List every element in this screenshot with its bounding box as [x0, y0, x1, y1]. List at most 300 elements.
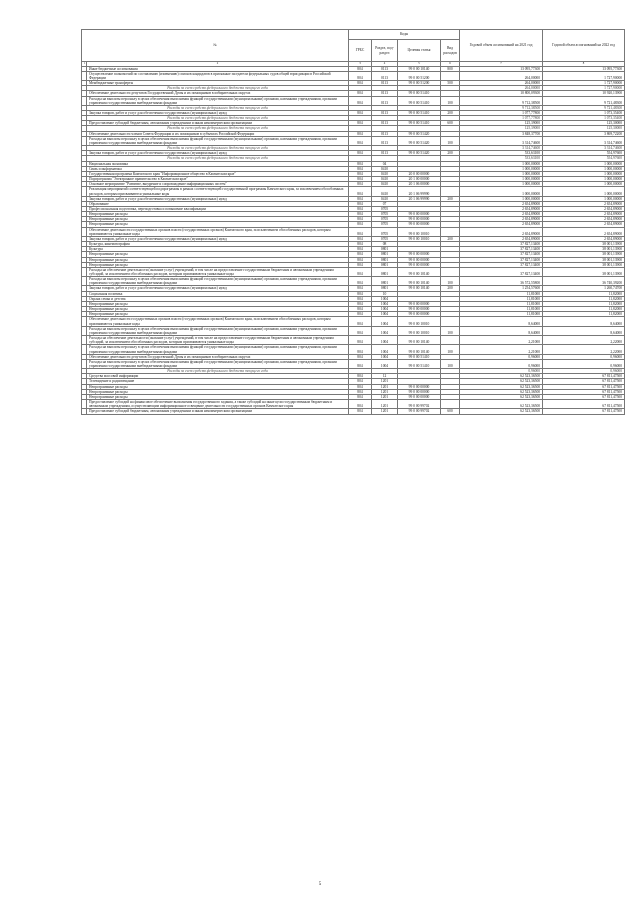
row-target: 20 1 06 99990: [398, 196, 441, 201]
row-vol-2021: 2,21000: [460, 336, 543, 345]
row-grbs: 804: [349, 91, 372, 96]
row-razdel: 1201: [372, 400, 398, 409]
row-razdel: 0113: [372, 91, 398, 96]
row-vol-2021: 0,96000: [460, 359, 543, 368]
row-razdel: 0410: [372, 171, 398, 176]
row-name: Расходы на выплаты персоналу в целях обеспечения выполнения функций государственными (муниципальными) органами, казенными учреждениями, органами управления государственными внебюджетными фондами: [87, 96, 349, 105]
row-vol-2022: 3 314,74600: [543, 146, 625, 151]
row-grbs: 804: [349, 81, 372, 86]
row-vol-2021: 0,96000: [460, 369, 543, 374]
row-target: 99 0 00 10140: [398, 277, 441, 286]
row-vol-2021: 37 827,13400: [460, 242, 543, 247]
row-target: 99 0 00 51410: [398, 354, 441, 359]
row-target: 99 0 00 00000: [398, 257, 441, 262]
row-name: Расходы на выплаты персоналу в целях обеспечения выполнения функций государственными (муниципальными) органами, казенными учреждениями, органами управления государственными внебюджетными фондами: [87, 326, 349, 335]
colnum: 1: [82, 62, 87, 67]
row-target: 20 0 00 00000: [398, 171, 441, 176]
table-row: [82, 409, 625, 414]
header-no: №: [82, 30, 349, 62]
row-razdel: 0113: [372, 121, 398, 126]
row-vol-2021: 1 254,57600: [460, 286, 543, 291]
row-target: 99 0 00 10010: [398, 236, 441, 241]
row-name: Национальная экономика: [87, 161, 349, 166]
row-vol-2022: 67 811,47500: [543, 374, 625, 379]
header-vol-2021: Годовой объем ассигнований на 2021 год: [460, 30, 543, 62]
row-target: 99 0 00 99702: [398, 409, 441, 414]
row-vol-2022: 67 811,47500: [543, 389, 625, 394]
table-row: [82, 359, 625, 368]
row-target: 99 0 00 00000: [398, 222, 441, 227]
row-vol-2022: 9 721,48300: [543, 105, 625, 110]
row-grbs: 804: [349, 336, 372, 345]
row-vol-2021: 37 827,13400: [460, 267, 543, 276]
row-target: 99 0 00 00000: [398, 262, 441, 267]
row-razdel: 0801: [372, 252, 398, 257]
row-vid: 100: [441, 136, 460, 145]
row-razdel: 1004: [372, 326, 398, 335]
row-razdel: 0113: [372, 131, 398, 136]
row-vol-2022: 1 000,00000: [543, 166, 625, 171]
row-razdel: 0410: [372, 166, 398, 171]
row-grbs: 804: [349, 359, 372, 368]
row-target: 99 0 00 51410: [398, 111, 441, 116]
row-grbs: 804: [349, 374, 372, 379]
row-vol-2021: 1 000,00000: [460, 196, 543, 201]
row-razdel: 0113: [372, 96, 398, 105]
row-razdel: 0113: [372, 71, 398, 80]
row-vol-2022: 9 721,48300: [543, 96, 625, 105]
row-target: 99 0 00 10140: [398, 336, 441, 345]
row-razdel: 1201: [372, 389, 398, 394]
row-name: Обеспечение деятельности членов Совета Федерации и их помощников в субъектах Российской Федерации: [87, 131, 349, 136]
row-vol-2021: 62 523,36500: [460, 389, 543, 394]
row-vol-2021: 2 654,89000: [460, 217, 543, 222]
row-grbs: 804: [349, 354, 372, 359]
row-razdel: 1004: [372, 312, 398, 317]
header-grbs: ГРБС: [349, 40, 372, 62]
row-grbs: 804: [349, 389, 372, 394]
row-razdel: 0801: [372, 257, 398, 262]
row-vol-2021: 125,39000: [460, 126, 543, 131]
row-vol-2021: 1 000,00000: [460, 161, 543, 166]
row-vol-2021: 533,63100: [460, 156, 543, 161]
row-name: Закупка товаров, работ и услуг для обеспечения государственных (муниципальных) нужд: [87, 236, 349, 241]
row-vol-2022: 1 073,35400: [543, 116, 625, 121]
row-name: Предоставление субсидий бюджетным, автономным учреждениям и иным некоммерческим организациям: [87, 121, 349, 126]
row-grbs: 804: [349, 121, 372, 126]
row-vol-2021: 3 848,37700: [460, 131, 543, 136]
row-vol-2021: 1 077,77800: [460, 111, 543, 116]
row-vol-2021: 37 827,13400: [460, 247, 543, 252]
row-name: Непрограммные расходы: [87, 252, 349, 257]
row-razdel: 0705: [372, 222, 398, 227]
row-grbs: 804: [349, 131, 372, 136]
row-target: 99 0 00 51200: [398, 81, 441, 86]
row-vol-2022: 554,97600: [543, 156, 625, 161]
row-name: Непрограммные расходы: [87, 262, 349, 267]
row-grbs: 804: [349, 317, 372, 326]
row-vol-2021: 62 523,36500: [460, 384, 543, 389]
row-name: Образование: [87, 201, 349, 206]
row-vol-2021: 264,00000: [460, 81, 543, 86]
row-target: 99 0 00 51410: [398, 91, 441, 96]
row-vid: 100: [441, 345, 460, 354]
row-grbs: 804: [349, 262, 372, 267]
row-vol-2021: 9 712,38500: [460, 105, 543, 110]
row-grbs: 804: [349, 296, 372, 301]
row-name: Расходы за счет средств федерального бюджета текущего года: [87, 86, 349, 91]
row-vol-2022: 125,30000: [543, 126, 625, 131]
row-razdel: 1004: [372, 354, 398, 359]
row-name: Непрограммные расходы: [87, 384, 349, 389]
colnum: 2: [87, 62, 349, 67]
row-name: Культура, кинематография: [87, 242, 349, 247]
page-number: 5: [318, 882, 322, 887]
row-razdel: 0801: [372, 262, 398, 267]
row-razdel: 1201: [372, 394, 398, 399]
row-grbs: 804: [349, 206, 372, 211]
row-grbs: 804: [349, 307, 372, 312]
row-vid: [441, 71, 460, 80]
colnum: 3: [349, 62, 372, 67]
row-name: Обеспечение деятельности государственных органов власти (государственных органов) Камчатского края, за исключением обособленных расходов, которым присваиваются уникальные коды: [87, 227, 349, 236]
row-vol-2021: 8,64000: [460, 326, 543, 335]
row-vol-2022: 0,96000: [543, 359, 625, 368]
row-vol-2021: 62 523,36500: [460, 379, 543, 384]
row-vid: [441, 317, 460, 326]
row-razdel: 1004: [372, 296, 398, 301]
row-razdel: 1201: [372, 409, 398, 414]
row-vol-2022: 2,22000: [543, 345, 625, 354]
row-vol-2022: 10 920,13900: [543, 91, 625, 96]
row-target: 99 0 00 99702: [398, 400, 441, 409]
row-name: Закупка товаров, работ и услуг для обеспечения государственных (муниципальных) нужд: [87, 151, 349, 156]
row-razdel: 0801: [372, 286, 398, 291]
row-grbs: 804: [349, 96, 372, 105]
row-vol-2022: 1 000,00000: [543, 196, 625, 201]
row-target: 99 0 00 51410: [398, 96, 441, 105]
row-vol-2021: 2,21000: [460, 345, 543, 354]
row-grbs: 804: [349, 379, 372, 384]
row-vol-2022: 67 811,47500: [543, 394, 625, 399]
row-vol-2021: 11,81000: [460, 301, 543, 306]
row-name: Непрограммные расходы: [87, 389, 349, 394]
row-target: 99 0 00 10010: [398, 317, 441, 326]
row-vol-2021: 37 827,13400: [460, 257, 543, 262]
header-vid: Вид расходов: [441, 40, 460, 62]
row-target: 99 0 00 00000: [398, 394, 441, 399]
row-vid: 200: [441, 236, 460, 241]
row-vol-2021: 62 523,36500: [460, 374, 543, 379]
row-vol-2022: 0,96000: [543, 369, 625, 374]
row-grbs: 804: [349, 136, 372, 145]
row-razdel: 0705: [372, 236, 398, 241]
row-razdel: 0410: [372, 177, 398, 182]
row-vol-2021: 2 654,89000: [460, 222, 543, 227]
row-name: Непрограммные расходы: [87, 307, 349, 312]
row-vid: [441, 336, 460, 345]
row-razdel: 0705: [372, 217, 398, 222]
row-name: Осуществление полномочий по составлению (изменению) списков кандидатов в присяжные заседатели федеральных судов общей юрисдикции в Российской Федерации: [87, 71, 349, 80]
row-vol-2022: 8,64000: [543, 326, 625, 335]
row-name: Подпрограмма "Электронное правительство в Камчатском крае": [87, 177, 349, 182]
row-razdel: 1004: [372, 336, 398, 345]
row-razdel: 07: [372, 201, 398, 206]
row-vol-2022: 3 869,72200: [543, 131, 625, 136]
row-grbs: 804: [349, 384, 372, 389]
row-target: 99 0 00 51200: [398, 71, 441, 80]
row-target: 99 0 00 00000: [398, 301, 441, 306]
row-name: Связь и информатика: [87, 166, 349, 171]
row-target: 99 0 00 00000: [398, 312, 441, 317]
table-row: [82, 317, 625, 326]
row-target: 20 1 06 99990: [398, 187, 441, 196]
row-vol-2022: 11,82000: [543, 307, 625, 312]
row-grbs: 804: [349, 201, 372, 206]
row-vol-2021: 11,81000: [460, 291, 543, 296]
row-grbs: 804: [349, 326, 372, 335]
table-row: [82, 71, 625, 80]
row-vol-2022: 554,97600: [543, 151, 625, 156]
row-grbs: 804: [349, 161, 372, 166]
row-grbs: 804: [349, 187, 372, 196]
row-vol-2022: 1 727,90000: [543, 81, 625, 86]
row-vol-2022: 2 654,89000: [543, 222, 625, 227]
row-vol-2021: 2 654,89000: [460, 227, 543, 236]
row-grbs: 804: [349, 252, 372, 257]
row-vol-2022: 11,82000: [543, 301, 625, 306]
row-grbs: 804: [349, 286, 372, 291]
row-vid: [441, 187, 460, 196]
budget-table-body: [82, 66, 625, 414]
row-vol-2021: 3 314,74600: [460, 136, 543, 145]
row-name: Межбюджетные трансферты: [87, 81, 349, 86]
row-vol-2021: 1 000,00000: [460, 166, 543, 171]
row-vol-2021: 8,64000: [460, 317, 543, 326]
row-name: Иные бюджетные ассигнования: [87, 66, 349, 71]
row-name: Социальная политика: [87, 291, 349, 296]
row-vid: 500: [441, 81, 460, 86]
row-vol-2022: 1 000,00000: [543, 182, 625, 187]
row-vol-2022: 11,82000: [543, 312, 625, 317]
row-vol-2021: 37 827,13400: [460, 262, 543, 267]
row-target: 99 0 00 00000: [398, 389, 441, 394]
row-vol-2021: 533,63100: [460, 151, 543, 156]
row-vol-2022: 3 314,74600: [543, 136, 625, 145]
row-vol-2021: 2 654,89000: [460, 206, 543, 211]
table-row: [82, 345, 625, 354]
row-target: 99 0 00 00000: [398, 252, 441, 257]
row-razdel: 0801: [372, 247, 398, 252]
table-row: [82, 187, 625, 196]
row-vol-2022: 38 001,13900: [543, 267, 625, 276]
row-vid: [441, 267, 460, 276]
table-row: [82, 136, 625, 145]
row-grbs: 804: [349, 242, 372, 247]
row-razdel: 0113: [372, 81, 398, 86]
row-name: Расходы за счет средств федерального бюджета текущего года: [87, 146, 349, 151]
budget-table: [81, 29, 625, 415]
row-vol-2022: 1 000,00000: [543, 187, 625, 196]
row-name: Культура: [87, 247, 349, 252]
row-name: Непрограммные расходы: [87, 212, 349, 217]
row-vol-2022: 38 001,13900: [543, 247, 625, 252]
row-vol-2021: 1 077,77800: [460, 116, 543, 121]
row-vol-2022: 11,82000: [543, 296, 625, 301]
row-name: Непрограммные расходы: [87, 257, 349, 262]
row-razdel: 0113: [372, 136, 398, 145]
row-razdel: 04: [372, 161, 398, 166]
row-grbs: 804: [349, 257, 372, 262]
row-target: 99 0 00 51420: [398, 131, 441, 136]
row-vol-2022: 1 727,90000: [543, 86, 625, 91]
row-vol-2021: 0,96000: [460, 354, 543, 359]
row-vol-2022: 38 001,13900: [543, 252, 625, 257]
row-name: Средства массовой информации: [87, 374, 349, 379]
row-target: 99 0 00 10010: [398, 326, 441, 335]
colnum: 4: [372, 62, 398, 67]
row-grbs: 804: [349, 196, 372, 201]
row-vol-2022: 1 000,00000: [543, 161, 625, 166]
row-vol-2021: 1 000,00000: [460, 187, 543, 196]
table-row: [82, 277, 625, 286]
row-vol-2022: 2 654,89000: [543, 212, 625, 217]
row-vol-2022: 13 095,77300: [543, 66, 625, 71]
row-vol-2022: 2 654,89000: [543, 217, 625, 222]
row-vol-2021: 2 654,89000: [460, 212, 543, 217]
row-vol-2021: 2 654,89000: [460, 236, 543, 241]
colnum: 8: [543, 62, 625, 67]
row-target: 99 0 00 10140: [398, 267, 441, 276]
table-row: [82, 96, 625, 105]
row-razdel: 0801: [372, 267, 398, 276]
row-grbs: 804: [349, 236, 372, 241]
row-name: Непрограммные расходы: [87, 394, 349, 399]
row-razdel: 0705: [372, 212, 398, 217]
row-name: Расходы на выплаты персоналу в целях обеспечения выполнения функций государственными (муниципальными) органами, казенными учреждениями, органами управления государственными внебюджетными фондами: [87, 277, 349, 286]
row-name: Телевидение и радиовещание: [87, 379, 349, 384]
row-razdel: 1004: [372, 359, 398, 368]
row-vid: 100: [441, 96, 460, 105]
row-vol-2021: 264,00000: [460, 71, 543, 80]
colnum: 5: [398, 62, 441, 67]
row-name: Обеспечение деятельности депутатов Государственной Думы и их помощников в избирательных округах: [87, 354, 349, 359]
row-vol-2021: 10 800,09300: [460, 91, 543, 96]
row-razdel: 1004: [372, 301, 398, 306]
row-name: Расходы за счет средств федерального бюджета текущего года: [87, 369, 349, 374]
row-name: Непрограммные расходы: [87, 301, 349, 306]
row-grbs: 804: [349, 277, 372, 286]
row-vol-2022: 1 000,00000: [543, 177, 625, 182]
row-vol-2021: 13 095,77300: [460, 66, 543, 71]
row-target: 20 1 06 00000: [398, 182, 441, 187]
row-name: Основное мероприятие "Развитие, внедрение и сопровождение информационных систем": [87, 182, 349, 187]
row-vol-2021: 3 314,74600: [460, 146, 543, 151]
row-vol-2022: 67 811,47500: [543, 400, 625, 409]
row-target: 99 0 00 51420: [398, 151, 441, 156]
row-vid: 800: [441, 66, 460, 71]
row-grbs: 804: [349, 345, 372, 354]
row-grbs: 804: [349, 151, 372, 156]
row-target: 99 0 00 10140: [398, 286, 441, 291]
row-vol-2022: 1 073,35400: [543, 111, 625, 116]
header-razdel: Раздел, под-раздел: [372, 40, 398, 62]
row-vid: 600: [441, 121, 460, 126]
row-vol-2022: 1 727,90000: [543, 71, 625, 80]
row-grbs: 804: [349, 217, 372, 222]
row-target: 99 0 00 10140: [398, 345, 441, 354]
row-name: Расходы на выплаты персоналу в целях обеспечения выполнения функций государственными (муниципальными) органами, казенными учреждениями, органами управления государственными внебюджетными фондами: [87, 136, 349, 145]
row-vid: 200: [441, 111, 460, 116]
row-vid: 100: [441, 277, 460, 286]
row-grbs: 804: [349, 71, 372, 80]
row-name: Предоставление субсидий бюджетным, автономным учреждениям и иным некоммерческим организациям: [87, 409, 349, 414]
row-vol-2021: 37 827,13400: [460, 252, 543, 257]
row-razdel: 1201: [372, 384, 398, 389]
row-name: Охрана семьи и детства: [87, 296, 349, 301]
row-razdel: 1004: [372, 317, 398, 326]
row-grbs: 804: [349, 222, 372, 227]
row-razdel: 0410: [372, 182, 398, 187]
row-grbs: 804: [349, 267, 372, 276]
row-vol-2022: 2 654,89000: [543, 201, 625, 206]
row-grbs: 804: [349, 212, 372, 217]
row-razdel: 0113: [372, 66, 398, 71]
row-vid: [441, 400, 460, 409]
row-name: Реализация мероприятий соответствующей подпрограммы в рамках соответствующей государственной программы Камчатского края, за исключением обособленных расходов, которым присваиваются уникальные коды: [87, 187, 349, 196]
row-vid: 200: [441, 286, 460, 291]
row-name: Расходы на выплаты персоналу в целях обеспечения выполнения функций государственными (муниципальными) органами, казенными учреждениями, органами управления государственными внебюджетными фондами: [87, 345, 349, 354]
row-grbs: 804: [349, 247, 372, 252]
row-name: Расходы за счет средств федерального бюджета текущего года: [87, 126, 349, 131]
row-vol-2022: 8,64000: [543, 317, 625, 326]
row-vid: 200: [441, 196, 460, 201]
row-grbs: 804: [349, 177, 372, 182]
row-vol-2021: 36 572,55800: [460, 277, 543, 286]
row-name: Расходы на выплаты персоналу в целях обеспечения выполнения функций государственными (муниципальными) органами, казенными учреждениями, органами управления государственными внебюджетными фондами: [87, 359, 349, 368]
table-row: [82, 336, 625, 345]
row-name: Расходы за счет средств федерального бюджета текущего года: [87, 116, 349, 121]
table-row: [82, 400, 625, 409]
header-target: Целевая статья: [398, 40, 441, 62]
row-razdel: 0705: [372, 206, 398, 211]
table-row: [82, 267, 625, 276]
row-name: Непрограммные расходы: [87, 217, 349, 222]
row-vol-2022: 2 654,89000: [543, 236, 625, 241]
row-vol-2021: 11,81000: [460, 312, 543, 317]
row-vol-2022: 67 811,47500: [543, 384, 625, 389]
row-grbs: 804: [349, 182, 372, 187]
row-name: Государственная программа Камчатского края "Информационное общество в Камчатском крае": [87, 171, 349, 176]
row-name: Закупка товаров, работ и услуг для обеспечения государственных (муниципальных) нужд: [87, 111, 349, 116]
row-vol-2022: 67 811,47500: [543, 409, 625, 414]
row-vol-2022: 2 654,89000: [543, 227, 625, 236]
row-vid: [441, 227, 460, 236]
row-vol-2021: 1 000,00000: [460, 177, 543, 182]
row-vol-2022: 38 001,13900: [543, 242, 625, 247]
row-name: Обеспечение деятельности депутатов Государственной Думы и их помощников в избирательных округах: [87, 91, 349, 96]
row-razdel: 0410: [372, 187, 398, 196]
row-name: Предоставление субсидий на финансовое обеспечение выполнения государственного задания, а также субсидий на иные цели государственным бюджетным и автономным учреждениям, осуществляющим информационное освещение деятельности государственных органов Камчатского края: [87, 400, 349, 409]
row-razdel: 12: [372, 374, 398, 379]
table-row: [82, 326, 625, 335]
row-vol-2022: 38 001,13900: [543, 262, 625, 267]
row-razdel: 0705: [372, 227, 398, 236]
row-razdel: 0410: [372, 196, 398, 201]
row-target: 99 0 00 10010: [398, 227, 441, 236]
row-name: Непрограммные расходы: [87, 222, 349, 227]
row-vol-2022: 1 000,00000: [543, 171, 625, 176]
